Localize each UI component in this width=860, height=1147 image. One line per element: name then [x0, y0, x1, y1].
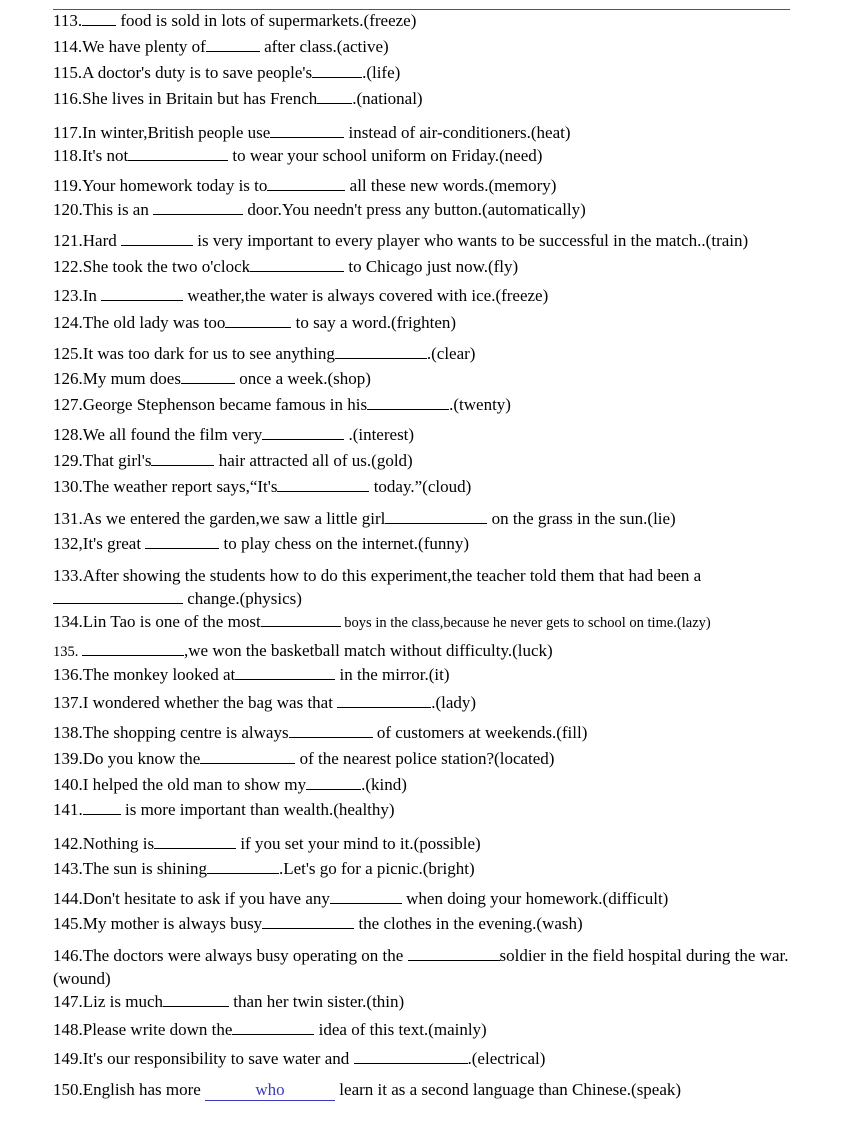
question-text-after-blank: .(electrical) — [467, 1049, 546, 1068]
question-122 — [53, 257, 793, 277]
question-text-after-blank: ,we won the basketball match without difficulty.(luck) — [184, 641, 553, 660]
question-number: 128. — [53, 425, 83, 444]
question-number: 120. — [53, 200, 83, 219]
answer-blank[interactable] — [335, 344, 427, 359]
answer-blank[interactable] — [83, 800, 121, 815]
question-number: 139. — [53, 749, 83, 768]
question-text-after-blank: in the mirror.(it) — [335, 665, 450, 684]
question-text-before-blank: A doctor's duty is to save people's — [82, 63, 313, 82]
answer-blank[interactable] — [151, 451, 214, 466]
answer-blank[interactable] — [206, 37, 260, 52]
question-text-after-blank: hair attracted all of us.(gold) — [214, 451, 413, 470]
question-135 — [53, 641, 793, 662]
question-number: 126. — [53, 369, 83, 388]
question-131 — [53, 509, 793, 529]
question-121 — [53, 231, 793, 251]
answer-blank[interactable] — [306, 775, 361, 790]
question-text-after-blank: than her twin sister.(thin) — [229, 992, 405, 1011]
question-126 — [53, 369, 793, 389]
question-text-after-blank: is more important than wealth.(healthy) — [120, 800, 395, 819]
answer-blank[interactable] — [163, 992, 229, 1007]
question-124 — [53, 313, 793, 333]
question-text-after-blank: .(lady) — [431, 693, 477, 712]
question-149 — [53, 1049, 793, 1069]
question-number: 129. — [53, 451, 83, 470]
question-number: 138. — [53, 723, 83, 742]
question-number: 114. — [53, 37, 83, 56]
question-number: 132, — [53, 534, 83, 553]
question-number: 122. — [53, 257, 83, 276]
question-number: 130. — [53, 477, 83, 496]
question-text-after-blank: the clothes in the evening.(wash) — [354, 914, 583, 933]
question-number: 146. — [53, 946, 83, 965]
question-text-before-blank: Your homework today is to — [82, 176, 268, 195]
question-text-after-blank: door.You needn't press any button.(automatically) — [243, 200, 586, 219]
question-text-after-blank: of customers at weekends.(fill) — [372, 723, 588, 742]
question-140 — [53, 775, 793, 795]
question-147 — [53, 992, 793, 1012]
question-text-before-blank: As we entered the garden,we saw a little girl — [82, 509, 386, 528]
question-number: 127. — [53, 395, 83, 414]
answer-blank[interactable] — [262, 914, 354, 929]
question-number: 119. — [53, 176, 83, 195]
question-text-after-blank: change.(physics) — [183, 589, 302, 608]
question-139 — [53, 749, 793, 769]
question-number: 125. — [53, 344, 83, 363]
answer-blank[interactable] — [82, 641, 184, 656]
question-128 — [53, 425, 793, 445]
question-text-before-blank: It's our responsibility to save water and — [82, 1049, 354, 1068]
question-number: 123. — [53, 286, 83, 305]
question-129 — [53, 451, 793, 471]
answer-blank[interactable] — [154, 834, 236, 849]
question-text-after-blank: of the nearest police station?(located) — [295, 749, 555, 768]
question-text-before-blank: My mum does — [82, 369, 181, 388]
answer-blank[interactable] — [250, 257, 344, 272]
question-text-before-blank: Don't hesitate to ask if you have any — [82, 889, 330, 908]
question-141 — [53, 800, 793, 820]
question-text-before-blank: She lives in Britain but has French — [82, 89, 318, 108]
question-text-before-blank: The monkey looked at — [82, 665, 236, 684]
answer-blank[interactable] — [354, 1049, 468, 1064]
question-number: 118. — [53, 146, 83, 165]
answer-blank[interactable] — [337, 693, 431, 708]
answer-blank[interactable] — [181, 369, 235, 384]
question-text-after-blank: if you set your mind to it.(possible) — [236, 834, 481, 853]
answer-blank[interactable] — [82, 11, 116, 26]
question-117 — [53, 123, 793, 143]
question-text-after-blank: on the grass in the sun.(lie) — [487, 509, 676, 528]
question-137 — [53, 693, 793, 713]
question-text-before-blank: We have plenty of — [82, 37, 206, 56]
question-number: 121. — [53, 231, 83, 250]
question-text-before-blank: The old lady was too — [82, 313, 226, 332]
answer-blank[interactable] — [262, 425, 344, 440]
question-146 — [53, 944, 790, 990]
answer-blank[interactable] — [145, 534, 219, 549]
question-123 — [53, 286, 793, 306]
question-number: 145. — [53, 914, 83, 933]
question-text-before-blank: It's not — [82, 146, 129, 165]
question-number: 150. — [53, 1080, 83, 1099]
question-text-before-blank: It was too dark for us to see anything — [82, 344, 335, 363]
answer-blank[interactable] — [261, 612, 341, 627]
question-text-after-blank: boys in the class,because he never gets to school on time.(lazy) — [340, 615, 711, 631]
question-text-after-blank: is very important to every player who wants to be successful in the match..(train) — [192, 231, 749, 250]
question-number: 142. — [53, 834, 83, 853]
question-115 — [53, 63, 793, 83]
question-118 — [53, 146, 793, 166]
question-text-after-blank: all these new words.(memory) — [345, 176, 557, 195]
question-text-before-blank: After showing the students how to do this experiment,the teacher told them that had been a — [82, 566, 702, 585]
question-text-before-blank: Do you know the — [82, 749, 201, 768]
question-text-before-blank: Liz is much — [82, 992, 164, 1011]
question-text-before-blank: Please write down the — [82, 1020, 233, 1039]
question-text-before-blank: In winter,British people use — [82, 123, 271, 142]
question-120 — [53, 200, 793, 220]
question-number: 134. — [53, 612, 83, 631]
question-number: 149. — [53, 1049, 83, 1068]
answer-blank[interactable] — [225, 313, 291, 328]
question-143 — [53, 859, 793, 879]
answer-blank[interactable] — [267, 176, 345, 191]
question-number: 148. — [53, 1020, 83, 1039]
question-144 — [53, 889, 793, 909]
question-text-after-blank: .(interest) — [344, 425, 415, 444]
answer-blank[interactable] — [289, 723, 373, 738]
question-text-before-blank: My mother is always busy — [82, 914, 263, 933]
question-text-before-blank: Hard — [82, 231, 121, 250]
question-text-after-blank: .(kind) — [361, 775, 407, 794]
question-text-before-blank: The shopping centre is always — [82, 723, 289, 742]
question-number: 141. — [53, 800, 83, 819]
question-text-before-blank: This is an — [82, 200, 154, 219]
question-text-after-blank: .(national) — [352, 89, 423, 108]
question-text-after-blank: .(twenty) — [449, 395, 511, 414]
question-119 — [53, 176, 793, 196]
question-132 — [53, 534, 793, 554]
question-text-before-blank: I helped the old man to show my — [82, 775, 307, 794]
question-text-before-blank: Lin Tao is one of the most — [82, 612, 261, 631]
answer-blank[interactable] — [121, 231, 193, 246]
question-number: 140. — [53, 775, 83, 794]
question-125 — [53, 344, 793, 364]
question-text-before-blank: In — [82, 286, 102, 305]
question-150 — [53, 1080, 793, 1101]
question-text-after-blank: food is sold in lots of supermarkets.(freeze) — [116, 11, 417, 30]
question-number: 116. — [53, 89, 83, 108]
question-number: 117. — [53, 123, 83, 142]
answer-blank[interactable] — [385, 509, 487, 524]
question-number: 131. — [53, 509, 83, 528]
question-text-after-blank: once a week.(shop) — [234, 369, 371, 388]
question-number: 144. — [53, 889, 83, 908]
question-114 — [53, 37, 793, 57]
answer-blank[interactable] — [207, 859, 279, 874]
question-text-before-blank: It's great — [82, 534, 146, 553]
question-130 — [53, 477, 793, 497]
question-text-after-blank: .(life) — [362, 63, 401, 82]
answer-blank[interactable] — [277, 477, 369, 492]
question-text-before-blank: The doctors were always busy operating on the — [82, 946, 408, 965]
question-text-after-blank: idea of this text.(mainly) — [314, 1020, 487, 1039]
question-127 — [53, 395, 793, 415]
answer-blank[interactable] — [270, 123, 344, 138]
question-text-after-blank: to say a word.(frighten) — [291, 313, 457, 332]
question-text-before-blank: Nothing is — [82, 834, 155, 853]
answer-blank[interactable] — [408, 946, 500, 961]
question-text-after-blank: .(clear) — [426, 344, 476, 363]
question-138 — [53, 723, 793, 743]
answer-blank[interactable] — [153, 200, 243, 215]
question-number: 143. — [53, 859, 83, 878]
question-text-after-blank: to Chicago just now.(fly) — [344, 257, 519, 276]
question-number: 135. — [53, 644, 82, 660]
question-number: 115. — [53, 63, 83, 82]
answer-blank[interactable] — [330, 889, 402, 904]
question-text-before-blank: We all found the film very — [82, 425, 263, 444]
answer-blank[interactable] — [367, 395, 449, 410]
question-number: 124. — [53, 313, 83, 332]
question-text-after-blank: to wear your school uniform on Friday.(need) — [228, 146, 543, 165]
question-text-after-blank: after class.(active) — [259, 37, 389, 56]
question-text-before-blank: That girl's — [82, 451, 152, 470]
question-text-before-blank: The sun is shining — [82, 859, 207, 878]
answer-blank[interactable] — [200, 749, 295, 764]
question-148 — [53, 1020, 793, 1040]
question-number: 147. — [53, 992, 83, 1011]
answer-blank[interactable] — [312, 63, 362, 78]
question-text-after-blank: learn it as a second language than Chinese.(speak) — [335, 1080, 682, 1099]
question-116 — [53, 89, 793, 109]
answer-blank[interactable]: who — [205, 1080, 335, 1101]
question-number: 137. — [53, 693, 83, 712]
question-text-after-blank: when doing your homework.(difficult) — [401, 889, 669, 908]
question-145 — [53, 914, 793, 934]
question-number: 136. — [53, 665, 83, 684]
question-number: 113. — [53, 11, 83, 30]
question-text-before-blank: George Stephenson became famous in his — [82, 395, 368, 414]
top-rule — [53, 9, 790, 10]
question-text-before-blank: She took the two o'clock — [82, 257, 251, 276]
answer-blank[interactable] — [128, 146, 228, 161]
question-number: 133. — [53, 566, 83, 585]
question-142 — [53, 834, 793, 854]
question-text-before-blank: I wondered whether the bag was that — [82, 693, 338, 712]
answer-blank[interactable] — [53, 589, 183, 604]
question-text-before-blank: The weather report says,“It's — [82, 477, 278, 496]
question-text-after-blank: to play chess on the internet.(funny) — [219, 534, 470, 553]
answer-blank[interactable] — [317, 89, 352, 104]
question-136 — [53, 665, 793, 685]
question-text-after-blank: instead of air-conditioners.(heat) — [344, 123, 571, 142]
answer-blank[interactable] — [232, 1020, 314, 1035]
answer-blank[interactable] — [235, 665, 335, 680]
question-113 — [53, 11, 793, 31]
question-133 — [53, 564, 793, 610]
question-text-after-blank: today.”(cloud) — [369, 477, 472, 496]
question-text-after-blank: weather,the water is always covered with ice.(freeze) — [183, 286, 549, 305]
question-text-before-blank: English has more — [82, 1080, 206, 1099]
answer-blank[interactable] — [101, 286, 183, 301]
question-134 — [53, 612, 793, 633]
question-text-after-blank: soldier in the field hospital during the war.(wound) — [53, 946, 789, 988]
question-text-after-blank: .Let's go for a picnic.(bright) — [278, 859, 475, 878]
